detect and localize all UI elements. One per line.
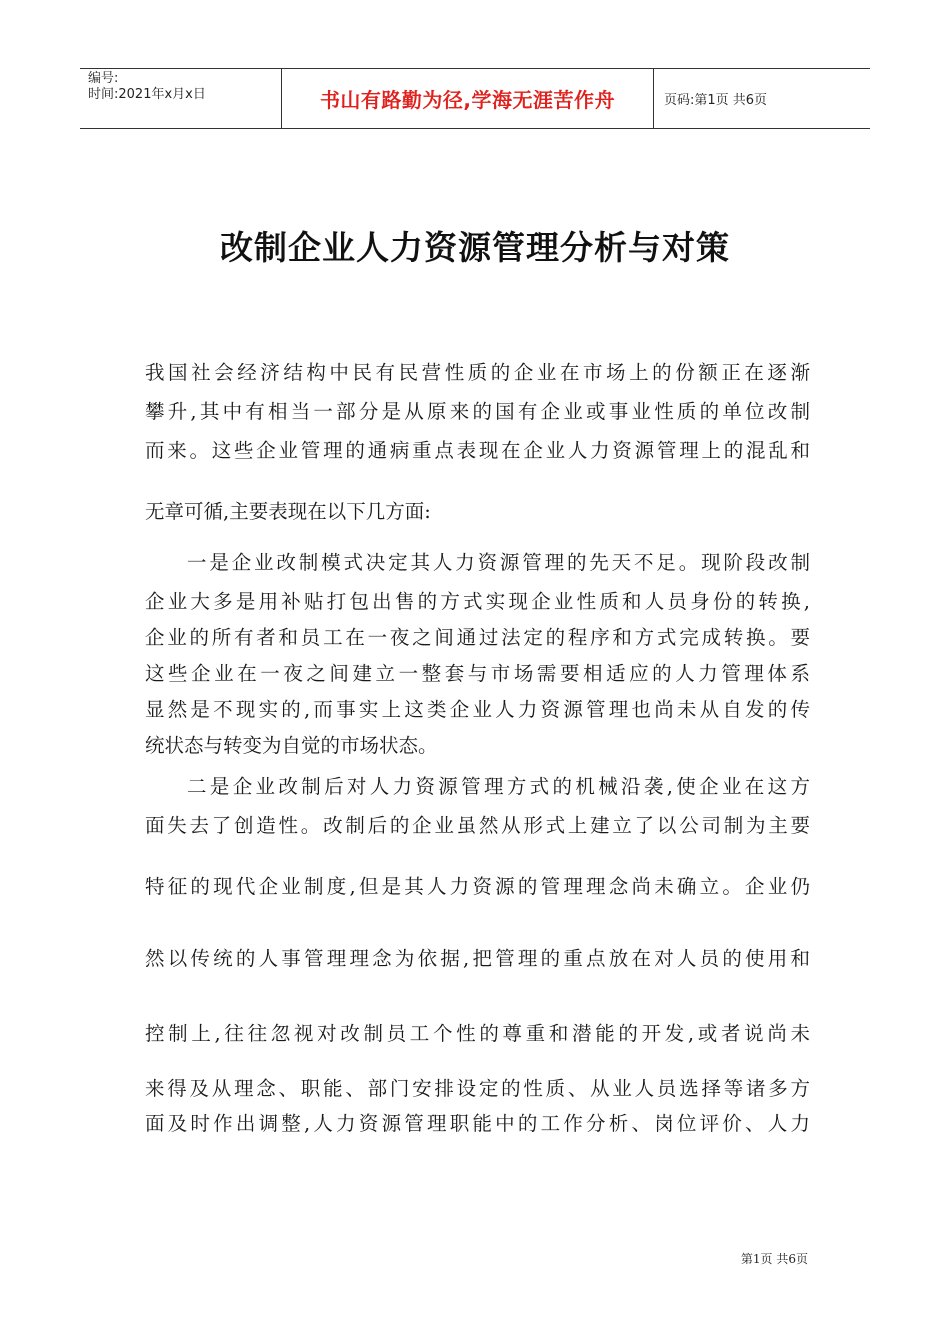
text-line: 来得及从理念、职能、部门安排设定的性质、从业人员选择等诸多方 <box>145 1077 810 1100</box>
text-line: 特征的现代企业制度,但是其人力资源的管理理念尚未确立。企业仍 <box>145 875 810 898</box>
text-line: 攀升,其中有相当一部分是从原来的国有企业或事业性质的单位改制 <box>145 400 810 423</box>
text-line: 企业的所有者和员工在一夜之间通过法定的程序和方式完成转换。要 <box>145 626 810 649</box>
text-line: 企业大多是用补贴打包出售的方式实现企业性质和人员身份的转换, <box>145 590 810 613</box>
text-line: 这些企业在一夜之间建立一整套与市场需要相适应的人力管理体系 <box>145 662 810 685</box>
text-line: 统状态与转变为自觉的市场状态。 <box>145 734 438 757</box>
time-label: 时间:2021年x月x日 <box>88 87 206 102</box>
text-line: 控制上,往往忽视对改制员工个性的尊重和潜能的开发,或者说尚未 <box>145 1022 810 1045</box>
header-meta <box>80 69 282 128</box>
page-footer: 第1页 共6页 <box>740 1252 808 1266</box>
number-label: 编号: <box>88 71 119 86</box>
text-line: 显然是不现实的,而事实上这类企业人力资源管理也尚未从自发的传 <box>145 698 810 721</box>
text-line: 面及时作出调整,人力资源管理职能中的工作分析、岗位评价、人力 <box>145 1112 810 1135</box>
header-page-info: 页码:第1页 共6页 <box>664 93 768 108</box>
header-motto: 书山有路勤为径,学海无涯苦作舟 <box>282 69 654 128</box>
text-line: 一是企业改制模式决定其人力资源管理的先天不足。现阶段改制 <box>187 551 810 574</box>
text-line: 然以传统的人事管理理念为依据,把管理的重点放在对人员的使用和 <box>145 947 810 970</box>
text-line: 无章可循,主要表现在以下几方面: <box>145 500 431 523</box>
text-line: 面失去了创造性。改制后的企业虽然从形式上建立了以公司制为主要 <box>145 814 810 837</box>
document-title: 改制企业人力资源管理分析与对策 <box>220 228 730 267</box>
text-line: 二是企业改制后对人力资源管理方式的机械沿袭,使企业在这方 <box>187 775 810 798</box>
page-header <box>80 68 870 129</box>
text-line: 我国社会经济结构中民有民营性质的企业在市场上的份额正在逐渐 <box>145 361 810 384</box>
text-line: 而来。这些企业管理的通病重点表现在企业人力资源管理上的混乱和 <box>145 439 810 462</box>
